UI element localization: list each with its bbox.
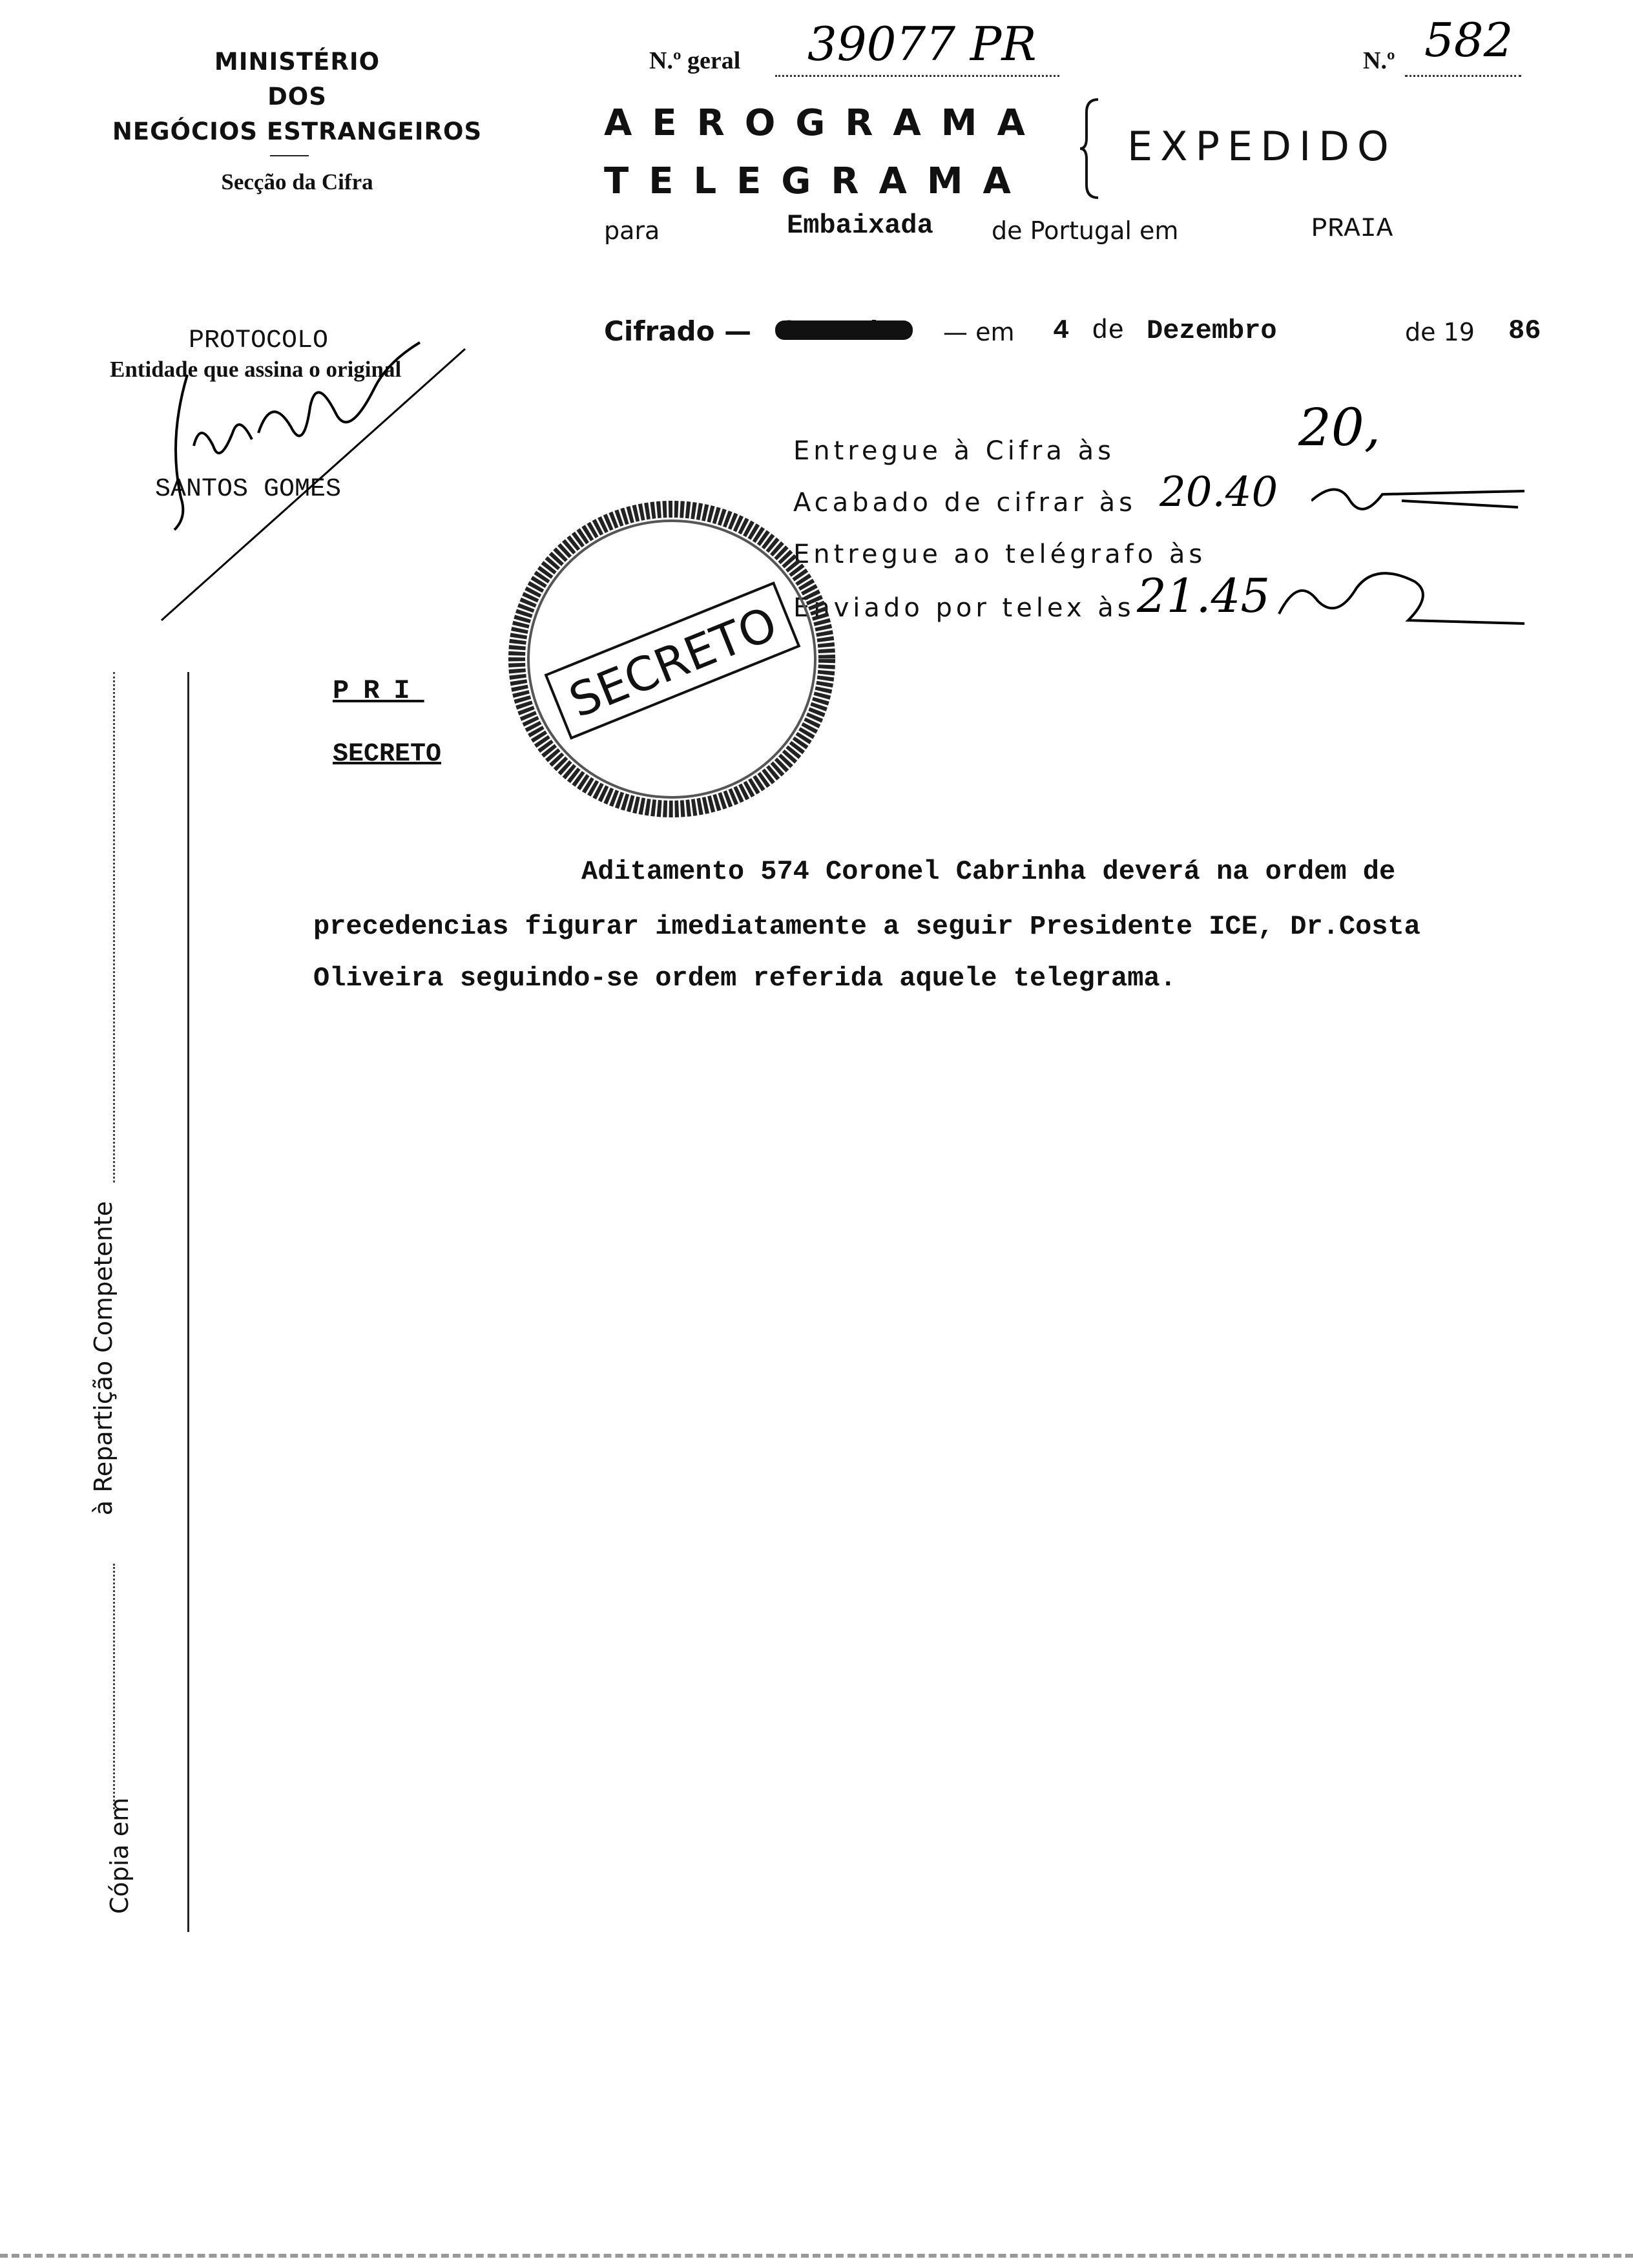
ministry-line3: NEGÓCIOS ESTRANGEIROS bbox=[112, 118, 483, 145]
margin-rule bbox=[187, 672, 189, 1932]
finished-label: Acabado de cifrar às bbox=[793, 488, 1137, 518]
delivered-label: Entregue à Cifra às bbox=[793, 436, 1115, 466]
message-line3: Oliveira seguindo-se ordem referida aquele telegrama. bbox=[313, 963, 1176, 994]
date-day: 4 bbox=[1053, 315, 1070, 346]
stamp-text: SECRETO bbox=[561, 596, 785, 728]
num-geral-label: N.º geral bbox=[649, 47, 741, 74]
classification-label: SECRETO bbox=[333, 740, 442, 769]
num-value: 582 bbox=[1424, 13, 1513, 67]
message-line1: Aditamento 574 Coronel Cabrinha deverá na ordem de bbox=[581, 856, 1396, 887]
num-geral-value: 39077 PR bbox=[807, 17, 1037, 71]
protocol-title: PROTOCOLO bbox=[189, 326, 329, 355]
num-geral-field bbox=[775, 17, 1059, 77]
cifrado-label: Cifrado — bbox=[604, 315, 752, 347]
ministry-line1: MINISTÉRIO bbox=[214, 48, 380, 76]
city: PRAIA bbox=[1311, 213, 1393, 244]
em-label: — em bbox=[943, 318, 1015, 346]
finished-scribble bbox=[1311, 475, 1531, 520]
redacted-ostensivo: Ostensivo bbox=[775, 320, 913, 340]
status-expedido: EXPEDIDO bbox=[1127, 123, 1397, 170]
para-label: para bbox=[604, 216, 660, 245]
type-telegrama: TELEGRAMA bbox=[604, 160, 1031, 202]
scan-edge bbox=[0, 2254, 1633, 2258]
ministry-line2: DOS bbox=[267, 83, 327, 110]
year-value: 86 bbox=[1508, 315, 1541, 346]
telex-scribble bbox=[1273, 562, 1531, 633]
message-line2: precedencias figurar imediatamente a seguir Presidente ICE, Dr.Costa bbox=[313, 911, 1420, 942]
year-label: de 19 bbox=[1405, 318, 1475, 346]
ministry-divider bbox=[270, 155, 309, 156]
num-field bbox=[1405, 13, 1521, 77]
recipient: Embaixada bbox=[787, 210, 933, 241]
copy-label: Cópia em bbox=[105, 1797, 134, 1915]
delivered-value: 20, bbox=[1298, 397, 1381, 457]
telex-label: Enviado por telex às bbox=[793, 593, 1135, 623]
num-label: N.º bbox=[1363, 47, 1395, 74]
priority-label: PRI bbox=[333, 675, 424, 706]
signature bbox=[142, 336, 504, 633]
recipient-suffix: de Portugal em bbox=[992, 216, 1179, 245]
secreto-stamp bbox=[504, 498, 840, 821]
protocol-entity-label: Entidade que assina o original bbox=[110, 357, 402, 382]
protocol-signer: SANTOS GOMES bbox=[155, 475, 342, 504]
date-month: Dezembro bbox=[1147, 315, 1277, 346]
finished-value: 20.40 bbox=[1160, 468, 1278, 516]
type-aerograma: AEROGRAMA bbox=[604, 102, 1045, 144]
date-de: de bbox=[1092, 315, 1125, 346]
telegraph-label: Entregue ao telégrafo às bbox=[793, 540, 1207, 569]
ministry-section: Secção da Cifra bbox=[221, 169, 373, 194]
brace-icon bbox=[1079, 97, 1105, 200]
telex-value: 21.45 bbox=[1137, 569, 1271, 623]
office-label: à Repartição Competente bbox=[89, 1201, 118, 1516]
